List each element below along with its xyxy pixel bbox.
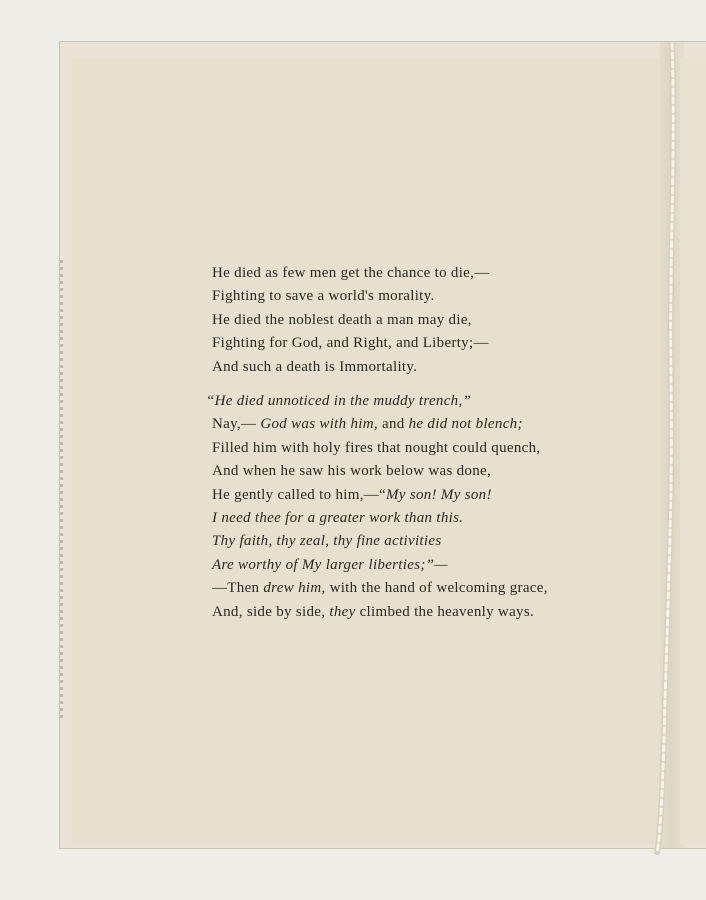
poem-italic-segment: they — [329, 603, 356, 620]
poem-italic-segment: drew him, — [263, 580, 326, 597]
poem-stanza-1 — [206, 262, 606, 379]
poem-italic-segment: My son! My son! — [386, 486, 492, 503]
poem-segment: He died as few men get the chance to die,— — [212, 265, 490, 281]
poem-italic-segment: “He died unnoticed in the muddy trench,” — [206, 393, 472, 410]
poem-italic-segment: God was with him, — [260, 416, 378, 433]
poem-segment: and — [377, 416, 409, 433]
poem-line — [206, 309, 606, 332]
poem-italic-segment: he did not blench; — [408, 416, 523, 433]
poem-segment: And such a death is Immortality. — [212, 358, 418, 375]
poem-line — [206, 530, 606, 553]
poem-line — [206, 577, 606, 600]
poem-line — [206, 390, 606, 413]
poem-line — [206, 262, 606, 285]
poem-segment: Nay,— — [212, 416, 261, 433]
poem-line — [206, 601, 606, 624]
poem-segment: Fighting to save a world's morality. — [212, 288, 435, 305]
poem-segment: And when he saw his work below was done, — [212, 463, 492, 480]
poem-segment: —Then — [212, 580, 264, 597]
poem-stanza-2 — [206, 390, 606, 624]
poem-italic-segment: I need thee for a greater work than this. — [212, 510, 464, 527]
poem-italic-segment: Thy faith, thy zeal, thy fine activities — [212, 533, 442, 550]
poem-text — [206, 262, 606, 624]
poem-line — [206, 554, 606, 577]
poem-segment: Fighting for God, and Right, and Liberty;— — [212, 335, 489, 352]
poem-segment: And, side by side, — [212, 603, 330, 620]
poem-italic-segment: Are worthy of My larger liberties;”— — [212, 556, 448, 573]
poem-line — [206, 356, 606, 379]
right-page-edge — [680, 58, 706, 844]
poem-segment: He died the noblest death a man may die, — [212, 311, 472, 328]
poem-segment: climbed the heavenly ways. — [355, 603, 535, 620]
poem-segment: He gently called to him,—“ — [212, 486, 387, 503]
poem-segment: with the hand of welcoming grace, — [325, 580, 548, 597]
page-edge-shadow — [60, 260, 63, 720]
poem-segment: Filled him with holy fires that nought could quench, — [212, 439, 541, 456]
poem-line — [206, 285, 606, 308]
poem-line — [206, 484, 606, 507]
poem-line — [206, 507, 606, 530]
poem-line — [206, 460, 606, 483]
poem-line — [206, 332, 606, 355]
poem-line — [206, 437, 606, 460]
poem-line — [206, 413, 606, 436]
